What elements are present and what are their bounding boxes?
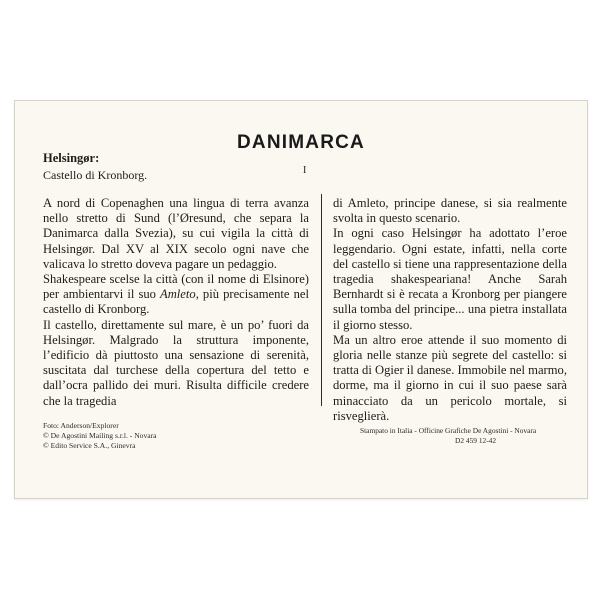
right-column bbox=[333, 196, 567, 424]
info-card bbox=[14, 100, 588, 499]
place-name: Helsingør: bbox=[43, 151, 100, 165]
page-number: I bbox=[303, 165, 307, 176]
card-title: DANIMARCA bbox=[237, 132, 365, 153]
printer-line: Stampato in Italia - Officine Grafiche De Agostini - Novara bbox=[360, 426, 537, 435]
printer-info bbox=[360, 426, 536, 446]
right-paragraph-3: Ma un altro eroe attende il suo momento di gloria nelle stanze più segrete del castello: si tratta di Ogier il danese. Immobile nel marmo, dorme, ma il giorno in cui il suo paese sarà minacciato da un pericolo mortale, si risveglierà. bbox=[333, 332, 567, 423]
left-paragraph-2 bbox=[43, 272, 309, 318]
product-code: D2 459 12-42 bbox=[455, 435, 497, 445]
column-divider bbox=[321, 194, 322, 406]
left-paragraph-2-end: , più precisamente nel castello di Kronborg. bbox=[43, 287, 309, 317]
right-paragraph-1: di Amleto, principe danese, si sia realmente svolta in questo scenario. bbox=[333, 196, 567, 226]
play-title: Amleto bbox=[160, 287, 196, 302]
left-paragraph-3: Il castello, direttamente sul mare, è un po’ fuori da Helsingør. Malgrado la struttura imponente, l’edificio dà piuttosto una sensazione di serenità, suscitata dal turchese della copertura del tetto e dall’ocra pallido dei muri. Risulta difficile credere che la tragedia bbox=[43, 317, 309, 408]
left-column bbox=[43, 196, 309, 409]
right-paragraph-2: In ogni caso Helsingør ha adottato l’eroe leggendario. Ogni estate, infatti, nella corte del castello si tiene una rappresentazione della tragedia shakespeariana! Anche Sarah Bernhardt si è recata a Kronborg per piangere sulla tomba del principe... una pietra installata il giorno stesso. bbox=[333, 226, 567, 332]
copyright-line-1: © De Agostini Mailing s.r.l. - Novara bbox=[43, 430, 157, 440]
copyright-line-2: © Edito Service S.A., Ginevra bbox=[43, 440, 136, 450]
photo-credit: Foto: Anderson/Explorer bbox=[43, 421, 119, 430]
place-subtitle: Castello di Kronborg. bbox=[43, 168, 148, 182]
photo-credits bbox=[43, 421, 157, 450]
left-paragraph-2-start: Shakespeare scelse la città (con il nome di Elsinore) per ambientarvi il suo bbox=[43, 272, 309, 302]
left-paragraph-1: A nord di Copenaghen una lingua di terra avanza nello stretto di Sund (l’Øresund, che separa la Danimarca dalla Svezia), su cui vigila la città di Helsingør. Dal XV al XIX secolo ogni nave che valicava lo stretto doveva pagare un pedaggio. bbox=[43, 196, 309, 271]
